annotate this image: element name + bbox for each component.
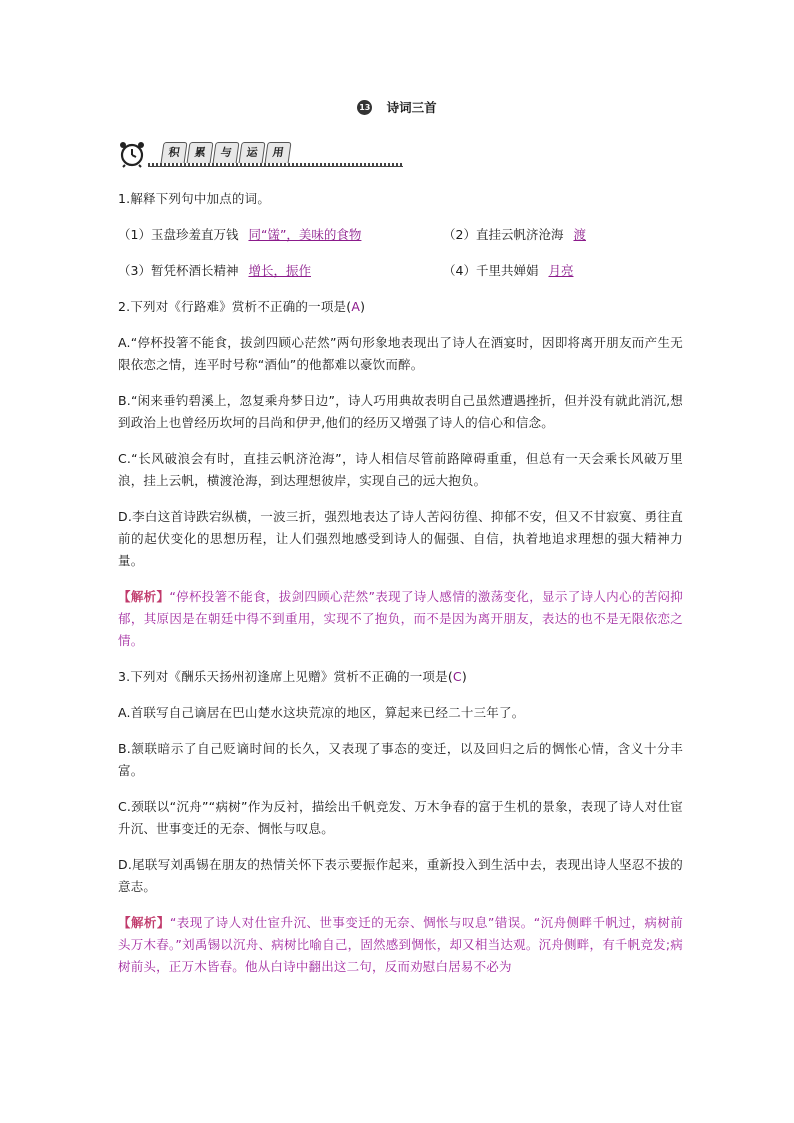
q1-item-text: （1）玉盘珍羞直万钱 xyxy=(118,227,239,242)
section-tags xyxy=(162,142,292,164)
q2-stem xyxy=(118,296,683,318)
lesson-title-row xyxy=(0,98,794,116)
q3-option: B.颔联暗示了自己贬谪时间的长久，又表现了事态的变迁，以及回归之后的惆怅心情，含义十分丰富。 xyxy=(118,741,683,778)
q3-stem-text: 3.下列对《酬乐天扬州初逢席上见赠》赏析不正确的一项是( xyxy=(118,669,453,684)
lesson-number-badge: 13 xyxy=(357,100,372,115)
section-tag: 积 xyxy=(160,142,187,164)
q1-item-text: （4）千里共婵娟 xyxy=(443,263,539,278)
section-tag: 运 xyxy=(238,142,265,164)
q2-option: B.“闲来垂钓碧溪上，忽复乘舟梦日边”，诗人巧用典故表明自己虽然遭遇挫折，但并没有就此消沉,想到政治上也曾经历坎坷的吕尚和伊尹,他们的经历又增强了诗人的信心和信念。 xyxy=(118,393,683,430)
q2-option: C.“长风破浪会有时，直挂云帆济沧海”，诗人相信尽管前路障碍重重，但总有一天会乘长风破万里浪，挂上云帆，横渡沧海，到达理想彼岸，实现自己的远大抱负。 xyxy=(118,451,683,488)
q2-answer: A xyxy=(351,299,361,314)
q2-analysis-text: “停杯投箸不能食，拔剑四顾心茫然”表现了诗人感情的激荡变化，显示了诗人内心的苦闷抑郁，其原因是在朝廷中得不到重用，实现不了抱负，而不是因为离开朋友，表达的也不是无限依恋之情。 xyxy=(118,589,683,648)
q1-item-answer: 渡 xyxy=(573,227,586,242)
q1-item xyxy=(118,224,443,246)
q2-option: A.“停杯投箸不能食，拔剑四顾心茫然”两句形象地表现出了诗人在酒宴时，因即将离开朋友而产生无限依恋之情，连平时号称“酒仙”的他都难以豪饮而醉。 xyxy=(118,335,683,372)
q1-item-answer: 月亮 xyxy=(548,263,574,278)
q1-item-answer: 增长，振作 xyxy=(248,263,311,278)
banner-divider-line xyxy=(148,166,403,167)
q1-row xyxy=(118,260,683,282)
q3-analysis xyxy=(118,912,683,978)
q3-option: A.首联写自己谪居在巴山楚水这块荒凉的地区，算起来已经二十三年了。 xyxy=(118,705,525,720)
q3-option: D.尾联写刘禹锡在朋友的热情关怀下表示要振作起来，重新投入到生活中去，表现出诗人坚忍不拔的意志。 xyxy=(118,857,683,894)
q3-stem xyxy=(118,666,683,688)
q1-stem: 1.解释下列句中加点的词。 xyxy=(118,191,271,206)
q1-item-answer: 同“馐”，美味的食物 xyxy=(248,227,362,242)
lesson-title: 诗词三首 xyxy=(386,100,437,115)
q1-item-text: （2）直挂云帆济沧海 xyxy=(443,227,564,242)
q2-stem-end: ) xyxy=(360,299,366,314)
q2-option: D.李白这首诗跌宕纵横，一波三折，强烈地表达了诗人苦闷彷徨、抑郁不安，但又不甘寂寞、勇往直前的起伏变化的思想历程，让人们强烈地感受到诗人的倔强、自信，执着地追求理想的强大精神力量。 xyxy=(118,509,683,568)
section-tag: 用 xyxy=(264,142,291,164)
analysis-label: 【解析】 xyxy=(118,915,170,930)
q1-item xyxy=(443,260,683,282)
section-tag: 累 xyxy=(186,142,213,164)
q3-option: C.颈联以“沉舟”“病树”作为反衬，描绘出千帆竞发、万木争春的富于生机的景象，表现了诗人对仕宦升沉、世事变迁的无奈、惆怅与叹息。 xyxy=(118,799,683,836)
exercise-content xyxy=(118,188,683,992)
alarm-clock-icon xyxy=(118,140,146,168)
section-tag: 与 xyxy=(212,142,239,164)
q3-stem-end: ) xyxy=(461,669,467,684)
q1-item-text: （3）暂凭杯酒长精神 xyxy=(118,263,239,278)
section-banner xyxy=(118,138,288,170)
q2-stem-text: 2.下列对《行路难》赏析不正确的一项是( xyxy=(118,299,352,314)
q2-analysis xyxy=(118,586,683,652)
q3-analysis-text: “表现了诗人对仕宦升沉、世事变迁的无奈、惆怅与叹息”错误。“沉舟侧畔千帆过，病树前头万木春。”刘禹锡以沉舟、病树比喻自己，固然感到惆怅，却又相当达观。沉舟侧畔，有千帆竞发;病树前头，正万木皆春。他从白诗中翻出这二句，反而劝慰白居易不必为 xyxy=(118,915,683,974)
analysis-label: 【解析】 xyxy=(118,589,170,604)
q3-answer: C xyxy=(452,669,462,684)
q1-row xyxy=(118,224,683,246)
q1-item xyxy=(443,224,683,246)
q1-item xyxy=(118,260,443,282)
